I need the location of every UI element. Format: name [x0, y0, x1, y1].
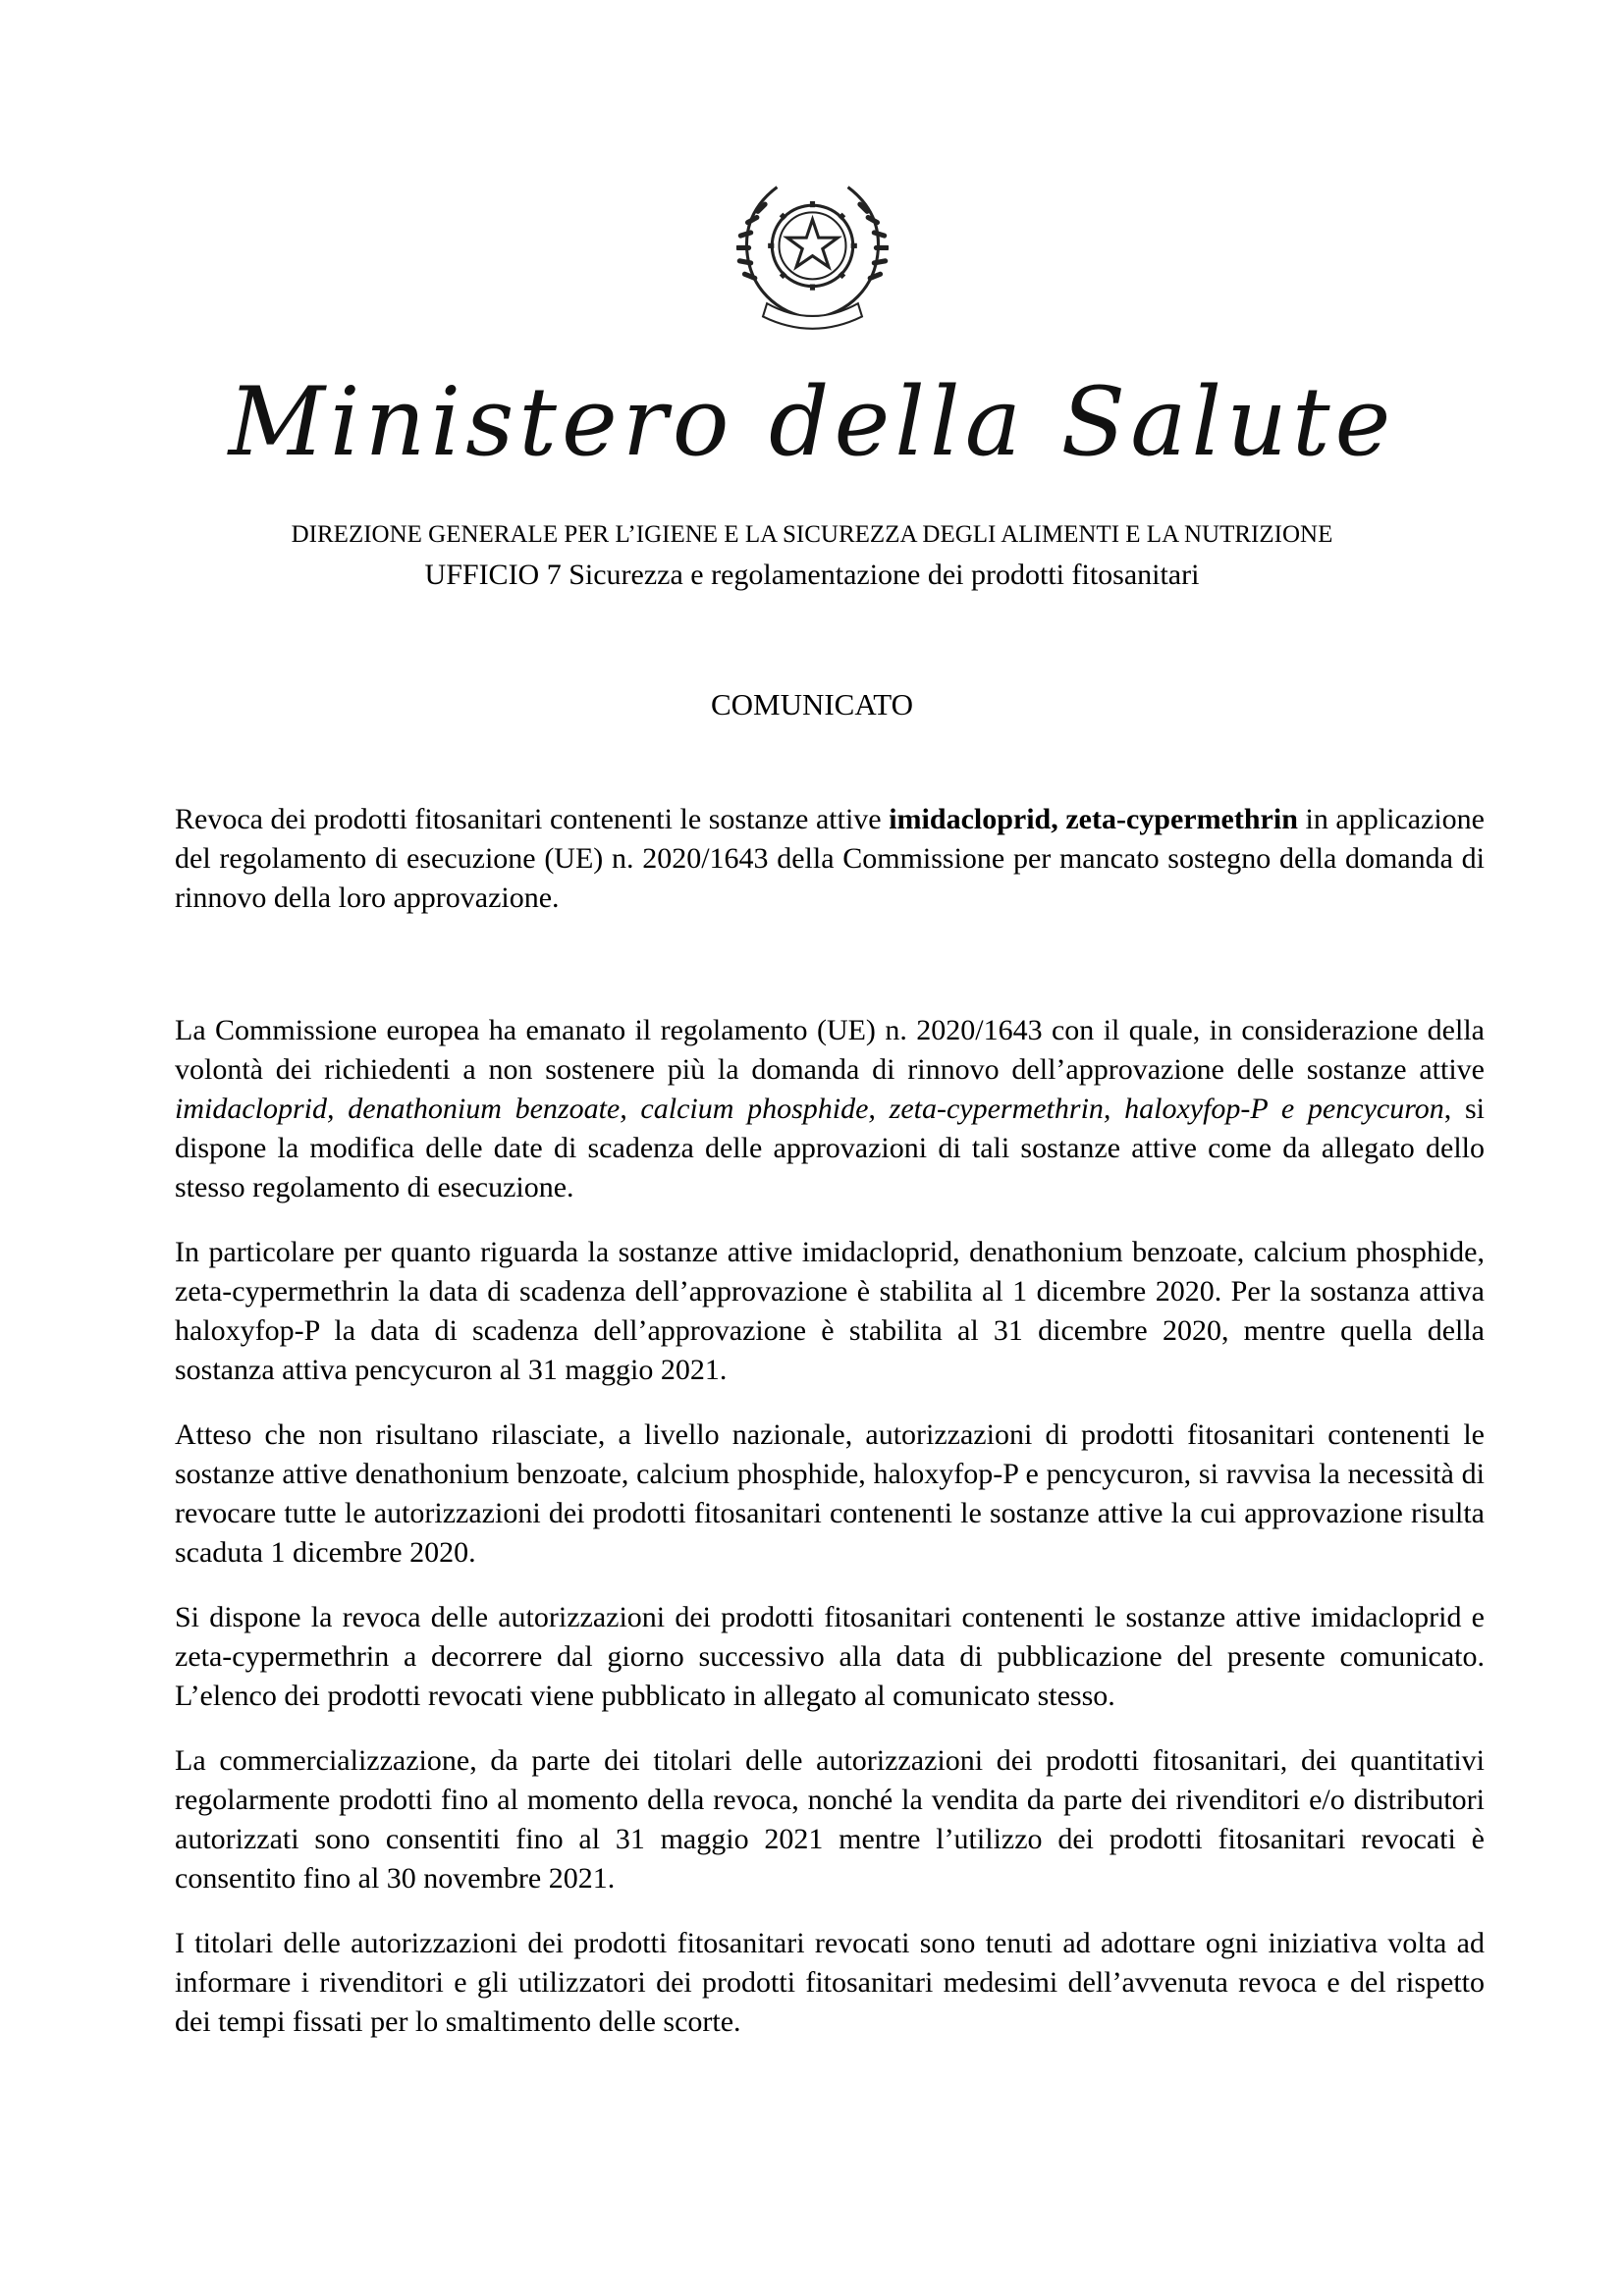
- paragraph-1-text-end: , si dispone la modifica delle date di scadenza delle approvazioni di tali sostanze attive come da allegato dello stesso regolamento di esecuzione.: [175, 1093, 1485, 1203]
- subject-text-end: in applicazione del regolamento di esecuzione (UE) n. 2020/1643 della Commissione per mancato sostegno della domanda di rinnovo della loro approvazione.: [175, 803, 1486, 914]
- paragraph-1: [175, 1011, 1485, 1207]
- paragraph-4: Si dispone la revoca delle autorizzazioni dei prodotti fitosanitari contenenti le sostanze attive imidacloprid e zeta-cypermethrin a decorrere dal giorno successivo alla data di pubblicazione del presente comunicato. L’elenco dei prodotti revocati viene pubblicato in allegato al comunicato stesso.: [175, 1601, 1485, 1712]
- paragraph-1-text: La Commissione europea ha emanato il regolamento (UE) n. 2020/1643 con il quale, in considerazione della volontà dei richiedenti a non sostenere più la domanda di rinnovo dell’approvazione delle sostanze attive: [175, 1014, 1485, 1086]
- italian-republic-emblem: [736, 167, 889, 334]
- document-body: [175, 1011, 1485, 2067]
- subject-paragraph: [175, 800, 1485, 918]
- document-type-title: COMUNICATO: [710, 687, 914, 721]
- paragraph-3: Atteso che non risultano rilasciate, a livello nazionale, autorizzazioni di prodotti fitosanitari contenenti le sostanze attive denathonium benzoate, calcium phosphide, haloxyfop-P e pencycuron, si ravvisa la necessità di revocare tutte le autorizzazioni dei prodotti fitosanitari contenenti le sostanze attive la cui approvazione risulta scaduta 1 dicembre 2020.: [175, 1418, 1485, 1569]
- office-heading: UFFICIO 7 Sicurezza e regolamentazione dei prodotti fitosanitari: [424, 559, 1200, 591]
- subject-text: Revoca dei prodotti fitosanitari contenenti le sostanze attive: [175, 803, 890, 835]
- subject-substances: imidacloprid, zeta-cypermethrin: [889, 803, 1298, 835]
- ministry-title: Ministero della Salute: [228, 367, 1396, 477]
- directorate-heading: DIREZIONE GENERALE PER L’IGIENE E LA SICUREZZA DEGLI ALIMENTI E LA NUTRIZIONE: [291, 521, 1333, 548]
- paragraph-5: La commercializzazione, da parte dei titolari delle autorizzazioni dei prodotti fitosanitari, dei quantitativi regolarmente prodotti fino al momento della revoca, nonché la vendita da parte dei rivenditori e/o distributori autorizzati sono consentiti fino al 31 maggio 2021 mentre l’utilizzo dei prodotti fitosanitari revocati è consentito fino al 30 novembre 2021.: [175, 1744, 1485, 1895]
- paragraph-6: I titolari delle autorizzazioni dei prodotti fitosanitari revocati sono tenuti ad adottare ogni iniziativa volta ad informare i rivenditori e gli utilizzatori dei prodotti fitosanitari medesimi dell’avvenuta revoca e del rispetto dei tempi fissati per lo smaltimento delle scorte.: [175, 1927, 1485, 2038]
- paragraph-1-substances: imidacloprid, denathonium benzoate, calcium phosphide, zeta-cypermethrin, haloxyfop-P e pencycuron: [175, 1093, 1444, 1125]
- paragraph-2: In particolare per quanto riguarda la sostanze attive imidacloprid, denathonium benzoate, calcium phosphide, zeta-cypermethrin la data di scadenza dell’approvazione è stabilita al 1 dicembre 2020. Per la sostanza attiva haloxyfop-P la data di scadenza dell’approvazione è stabilita al 31 dicembre 2020, mentre quella della sostanza attiva pencycuron al 31 maggio 2021.: [175, 1236, 1485, 1386]
